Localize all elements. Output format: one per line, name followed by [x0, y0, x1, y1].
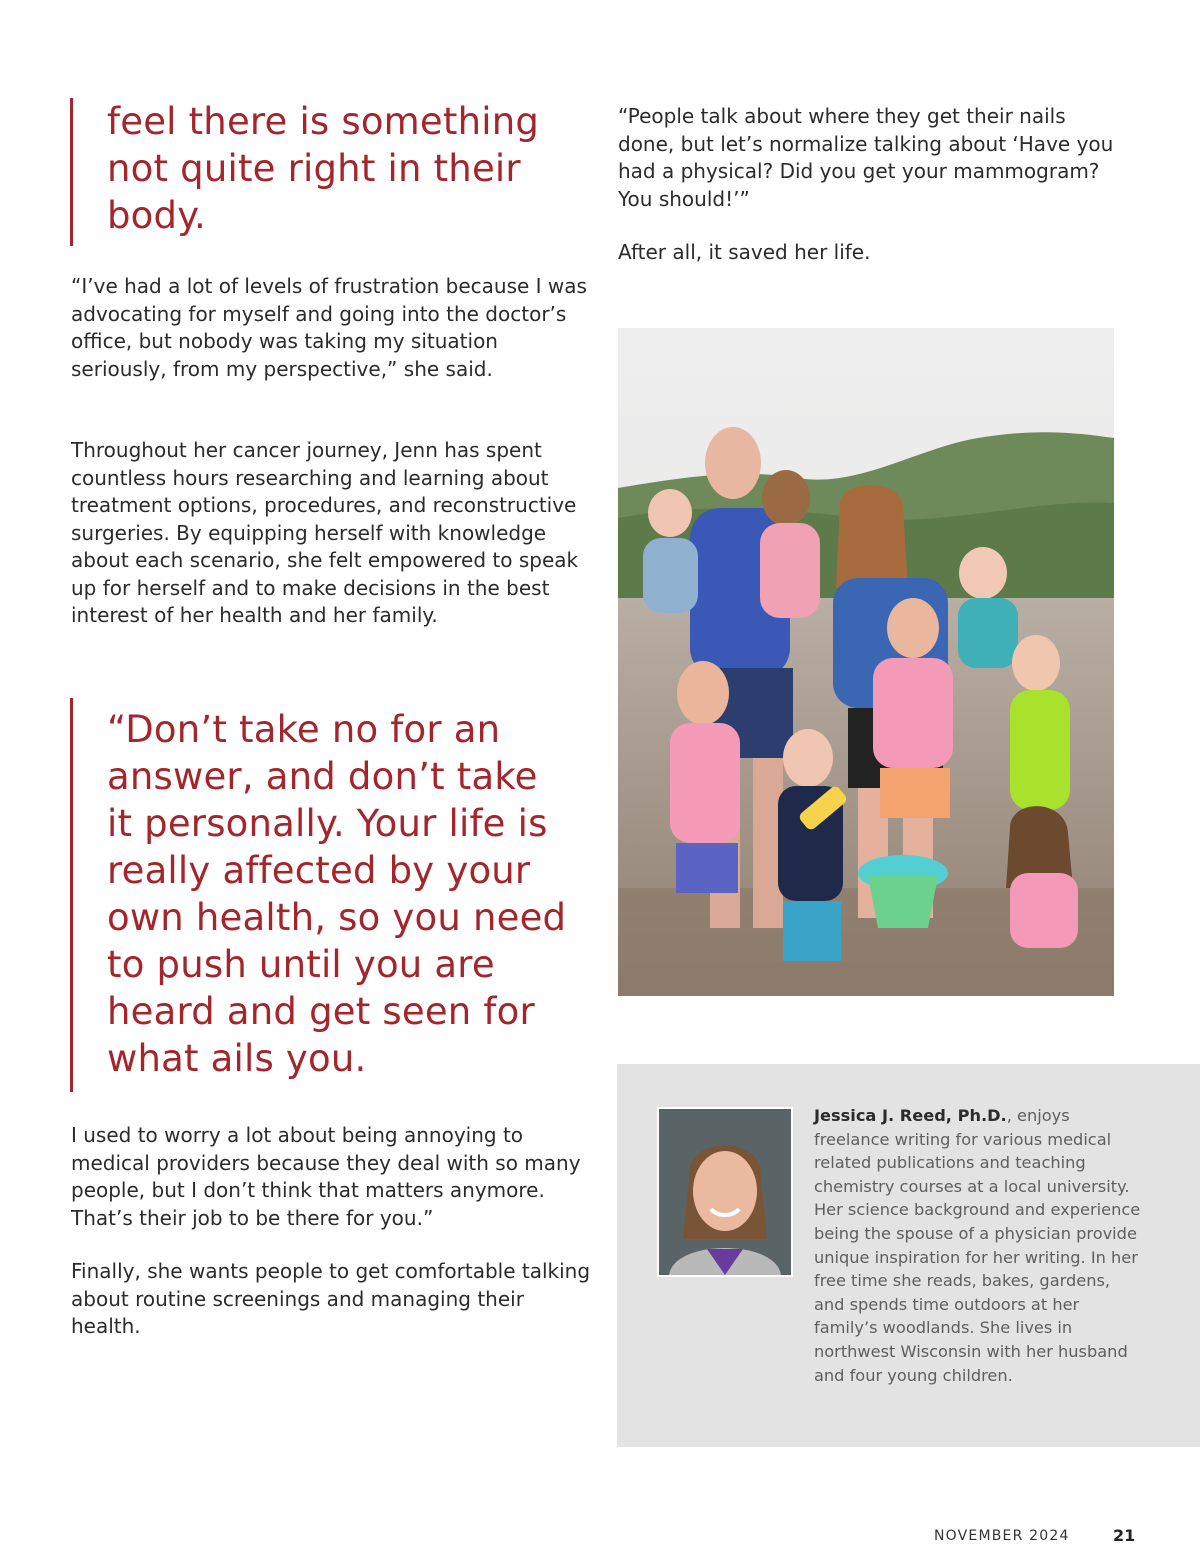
pull-quote-top-text: feel there is something not quite right in their body. — [107, 100, 540, 237]
footer-issue-date: NOVEMBER 2024 — [934, 1528, 1070, 1544]
author-headshot — [657, 1107, 793, 1277]
pull-quote-main — [70, 698, 570, 1092]
pull-quote-main-text: “Don’t take no for an answer, and don’t take it personally. Your life is really affected by your own health, so you need to push until you are heard and get seen for what ails you. — [107, 708, 567, 1080]
body-paragraph-worry: I used to worry a lot about being annoying to medical providers because they deal with so many people, but I don’t think that matters anymore. That’s their job to be there for you.” — [71, 1123, 581, 1230]
family-beach-photo — [618, 328, 1114, 996]
body-paragraph-screenings: Finally, she wants people to get comfortable talking about routine screenings and managing their health. — [71, 1259, 591, 1338]
author-name: Jessica J. Reed, Ph.D. — [814, 1106, 1007, 1125]
page-number: 21 — [1113, 1526, 1136, 1545]
author-bio — [814, 1104, 1144, 1387]
pull-quote-top — [70, 98, 570, 246]
author-bio-text: , enjoys freelance writing for various medical related publications and teaching chemistry courses at a local university. Her science background and experience being the spouse of a physician provide unique inspiration for her writing. In her free time she reads, bakes, gardens, and spends time outdoors at her family’s woodlands. She lives in northwest Wisconsin with her husband and four young children. — [814, 1106, 1141, 1385]
body-paragraph-journey: Throughout her cancer journey, Jenn has spent countless hours researching and learning about treatment options, procedures, and reconstructive surgeries. By equipping herself with knowledge about each scenario, she felt empowered to speak up for herself and to make decisions in the best interest of her health and her family. — [71, 438, 579, 627]
body-paragraph-frustration: “I’ve had a lot of levels of frustration because I was advocating for myself and going into the doctor’s office, but nobody was taking my situation seriously, from my perspective,” she said. — [71, 274, 587, 381]
body-paragraph-normalize: “People talk about where they get their nails done, but let’s normalize talking about ‘Have you had a physical? Did you get your mammogram? You should!’” — [618, 104, 1114, 211]
body-paragraph-saved: After all, it saved her life. — [618, 240, 871, 264]
